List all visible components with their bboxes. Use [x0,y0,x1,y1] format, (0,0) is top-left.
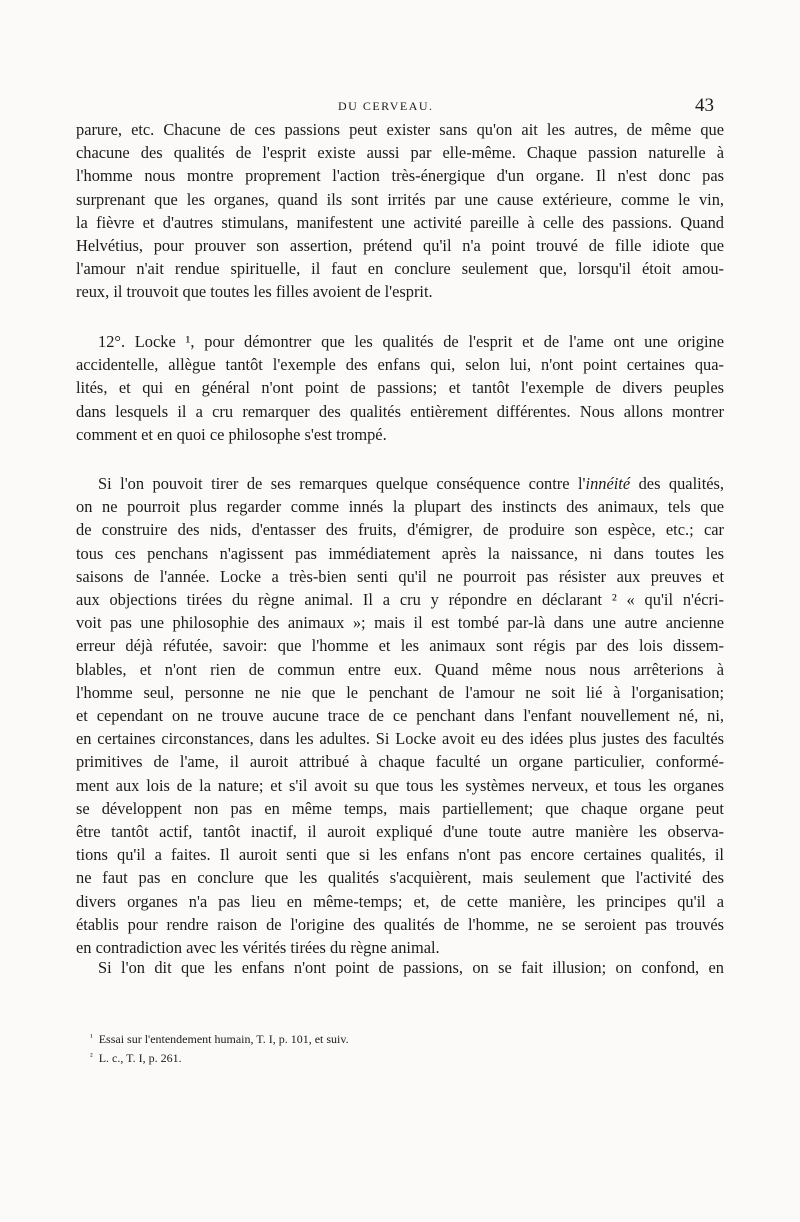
footnote-2 [76,1048,724,1067]
footnote-mark: ¹ [90,1032,93,1042]
text-line: établis pour rendre raison de l'origine des qualités de l'homme, ne se seroient pas trouvés [76,914,724,934]
text-line: Si l'on dit que les enfans n'ont point de passions, on se fait illusion; on confond, en [98,958,724,977]
running-head [0,95,800,119]
paragraph-1 [76,118,724,304]
text-line: accidentelle, allègue tantôt l'exemple des enfans qui, selon lui, n'ont point certaines qua- [76,355,724,375]
text-line: se développent non pas en même temps, mais partiellement; que chaque organe peut [76,798,724,818]
text-line: être tantôt actif, tantôt inactif, il auroit expliqué d'une toute autre manière les observa- [76,822,724,842]
text-line: 12°. Locke ¹, pour démontrer que les qualités de l'esprit et de l'ame ont une origine [98,332,724,351]
text-segment: des qualités, [630,474,724,493]
text-segment: Si l'on pouvoit tirer de ses remarques quelque conséquence contre l' [98,474,586,493]
text-line: en contradiction avec les vérités tirées du règne animal. [76,938,440,958]
text-line: erreur déjà réfutée, savoir: que l'homme et les animaux sont régis par des lois dissem- [76,636,724,656]
text-line: primitives de l'ame, il auroit attribué à chaque faculté un organe particulier, conformé- [76,752,724,772]
paragraph-4 [76,956,724,979]
text-line: tous ces penchans n'agissent pas immédiatement après la naissance, ni dans toutes les [76,543,724,563]
footnote-text: L. c., T. I, p. 261. [98,1051,182,1065]
running-title: DU CERVEAU. [338,99,434,113]
paragraph-2 [76,330,724,446]
italic-term: innéité [585,474,631,493]
text-line: lités, et qui en général n'ont point de passions; et tantôt l'exemple de divers peuples [76,378,724,398]
text-line: comment et en quoi ce philosophe s'est trompé. [76,424,387,444]
text-line: chacune des qualités de l'esprit existe aussi par elle-même. Chaque passion naturelle à [76,143,724,163]
text-line: aux objections tirées du règne animal. Il a cru y répondre en déclarant ² « qu'il n'écri- [76,590,724,610]
footnote-mark: ² [90,1051,93,1061]
text-line: l'homme seul, personne ne nie que le penchant de l'amour ne soit lié à l'organisation; [76,682,724,702]
text-line: ne faut pas en conclure que les qualités s'acquièrent, mais seulement que l'activité des [76,868,724,888]
text-line: l'homme nous montre proprement l'action très-énergique d'un organe. Il n'est donc pas [76,166,724,186]
text-line: ment aux lois de la nature; et s'il avoit su que tous les systèmes nerveux, et tous les organes [76,775,724,795]
text-line: voit pas une philosophie des animaux »; mais il est tombé par-là dans une autre ancienne [76,613,724,633]
text-line: la fièvre et d'autres stimulans, manifestent une activité pareille à celle des passions. Quand [76,212,724,232]
footnotes [76,1029,724,1067]
text-line: dans lesquels il a cru remarquer des qualités entièrement différentes. Nous allons montrer [76,401,724,421]
text-line: parure, etc. Chacune de ces passions peut exister sans qu'on ait les autres, de même que [76,120,724,139]
text-line: en certaines circonstances, dans les adultes. Si Locke avoit eu des idées plus justes des facultés [76,729,724,749]
text-line [76,472,724,495]
text-line: divers organes n'a pas lieu en même-temps; et, de cette manière, les principes qu'il a [76,891,724,911]
footnote-text: Essai sur l'entendement humain, T. I, p. 101, et suiv. [98,1032,349,1046]
text-line: tions qu'il a faites. Il auroit senti que si les enfans n'ont pas encore certaines qualités, il [76,845,724,865]
text-line: et cependant on ne trouve aucune trace de ce penchant dans l'enfant nouvellement né, ni, [76,706,724,726]
footnote-1 [76,1029,724,1048]
page-number: 43 [695,95,714,116]
text-line: saisons de l'année. Locke a très-bien senti qu'il ne pourroit pas résister aux preuves et [76,566,724,586]
text-line: de construire des nids, d'entasser des fruits, d'émigrer, de produire son espèce, etc.; car [76,520,724,540]
text-line: blables, et n'ont rien de commun entre eux. Quand même nous nous arrêterions à [76,659,724,679]
text-line: on ne pourroit plus regarder comme innés la plupart des instincts des animaux, tels que [76,497,724,517]
text-line: reux, il trouvoit que toutes les filles avoient de l'esprit. [76,282,433,302]
text-line: surprenant que les organes, quand ils sont irrités par une cause extérieure, comme le vin, [76,189,724,209]
text-line: l'amour n'ait rendue spirituelle, il faut en conclure seulement que, lorsqu'il étoit amou- [76,259,724,279]
paragraph-3 [76,472,724,959]
text-line: Helvétius, pour prouver son assertion, prétend qu'il n'a point trouvé de fille idiote que [76,236,724,256]
